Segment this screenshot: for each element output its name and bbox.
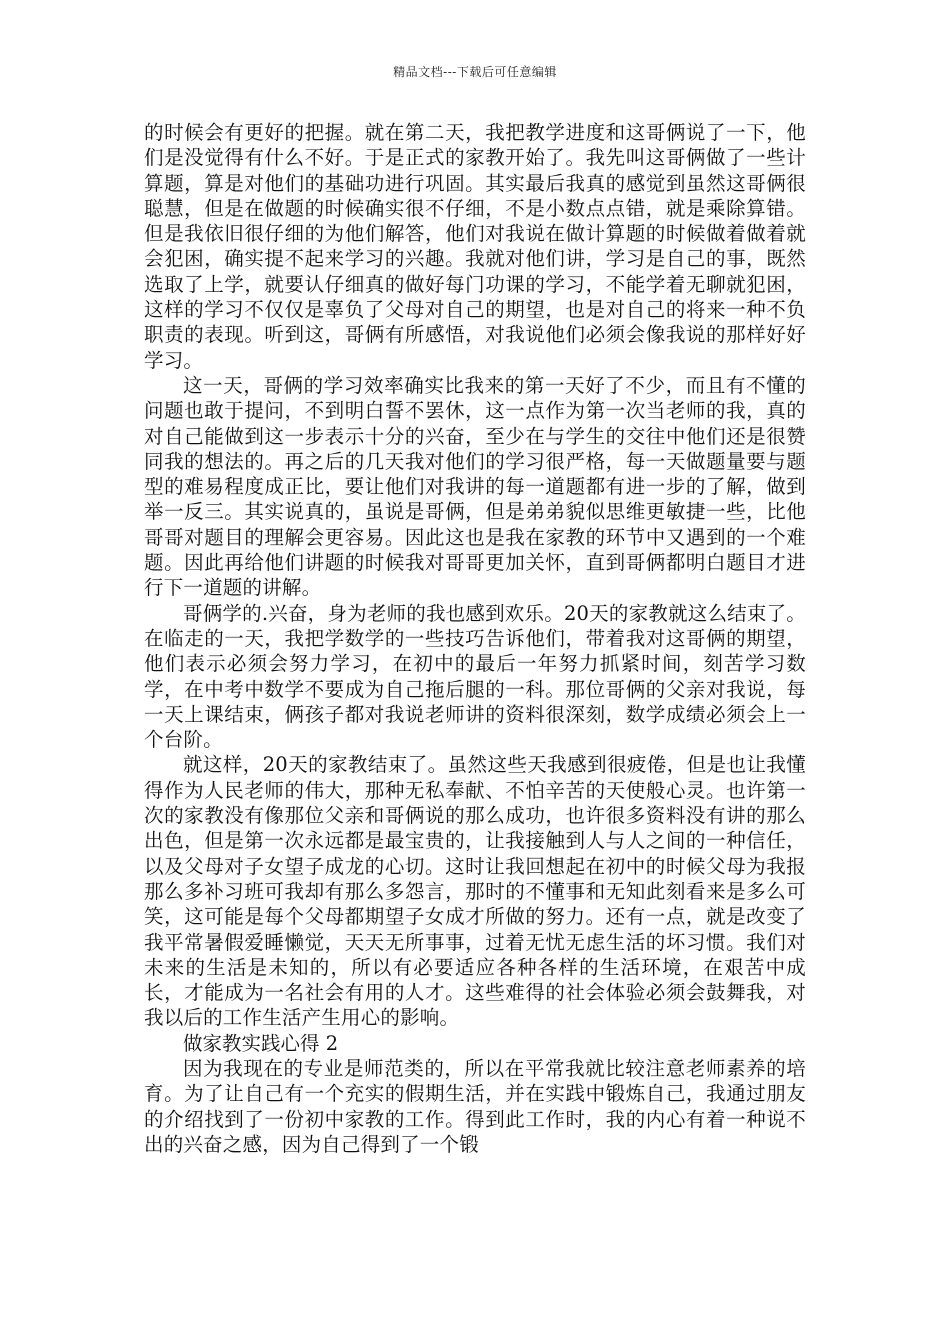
- section-heading: 做家教实践心得 2: [183, 1031, 339, 1055]
- paragraph: 这一天，哥俩的学习效率确实比我来的第一天好了不少，而且有不懂的问题也敢于提问，不到明白誓不罢休，这一点作为第一次当老师的我，真的对自己能做到这一步表示十分的兴奋，至少在与学生的交往中他们还是很赞同我的想法的。再之后的几天我对他们的学习很严格，每一天做题量要与题型的难易程度成正比，要让他们对我讲的每一道题都有进一步的了解，做到举一反三。其实说真的，虽说是哥俩，但是弟弟貌似思维更敏捷一些，比他哥哥对题目的理解会更容易。因此这也是我在家教的环节中又遇到的一个难题。因此再给他们讲题的时候我对哥哥更加关怀，直到哥俩都明白题目才进行下一道题的讲解。: [144, 373, 806, 600]
- paragraph-continuation: 的时候会有更好的把握。就在第二天，我把教学进度和这哥俩说了一下，他们是没觉得有什么不好。于是正式的家教开始了。我先叫这哥俩做了一些计算题，算是对他们的基础功进行巩固。其实最后我真的感觉到虽然这哥俩很聪慧，但是在做题的时候确实很不仔细，不是小数点点错，就是乘除算错。但是我依旧很仔细的为他们解答，他们对我说在做计算题的时候做着做着就会犯困，确实提不起来学习的兴趣。我就对他们讲，学习是自己的事，既然选取了上学，就要认仔细真的做好每门功课的学习，不能学着无聊就犯困，这样的学习不仅仅是辜负了父母对自己的期望，也是对自己的将来一种不负职责的表现。听到这，哥俩有所感悟，对我说他们必须会像我说的那样好好学习。: [144, 121, 806, 372]
- paragraph: 就这样，20天的家教结束了。虽然这些天我感到很疲倦，但是也让我懂得作为人民老师的伟大，那种无私奉献、不怕辛苦的天使般心灵。也许第一次的家教没有像那位父亲和哥俩说的那么成功，也许很多资料没有讲的那么出色，但是第一次永远都是最宝贵的，让我接触到人与人之间的一种信任，以及父母对子女望子成龙的心切。这时让我回想起在初中的时候父母为我报那么多补习班可我却有那么多怨言，那时的不懂事和无知此刻看来是多么可笑，这可能是每个父母都期望子女成才所做的努力。还有一点，就是改变了我平常暑假爱睡懒觉，天天无所事事，过着无忧无虑生活的坏习惯。我们对未来的生活是未知的，所以有必要适应各种各样的生活环境，在艰苦中成长，才能成为一名社会有用的人才。这些难得的社会体验必须会鼓舞我，对我以后的工作生活产生用心的影响。: [144, 753, 806, 1030]
- paragraph: 因为我现在的专业是师范类的，所以在平常我就比较注意老师素养的培育。为了让自己有一个充实的假期生活，并在实践中锻炼自己，我通过朋友的介绍找到了一份初中家教的工作。得到此工作时，我的内心有着一种说不出的兴奋之感，因为自己得到了一个锻: [144, 1056, 806, 1156]
- document-body: [144, 120, 806, 1157]
- paragraph: 哥俩学的.兴奋，身为老师的我也感到欢乐。20天的家教就这么结束了。在临走的一天，我把学数学的一些技巧告诉他们，带着我对这哥俩的期望，他们表示必须会努力学习，在初中的最后一年努力抓紧时间，刻苦学习数学，在中考中数学不要成为自己拖后腿的一科。那位哥俩的父亲对我说，每一天上课结束，俩孩子都对我说老师讲的资料很深刻，数学成绩必须会上一个台阶。: [144, 601, 806, 752]
- page-header: 精品文档---下载后可任意编辑: [393, 65, 557, 79]
